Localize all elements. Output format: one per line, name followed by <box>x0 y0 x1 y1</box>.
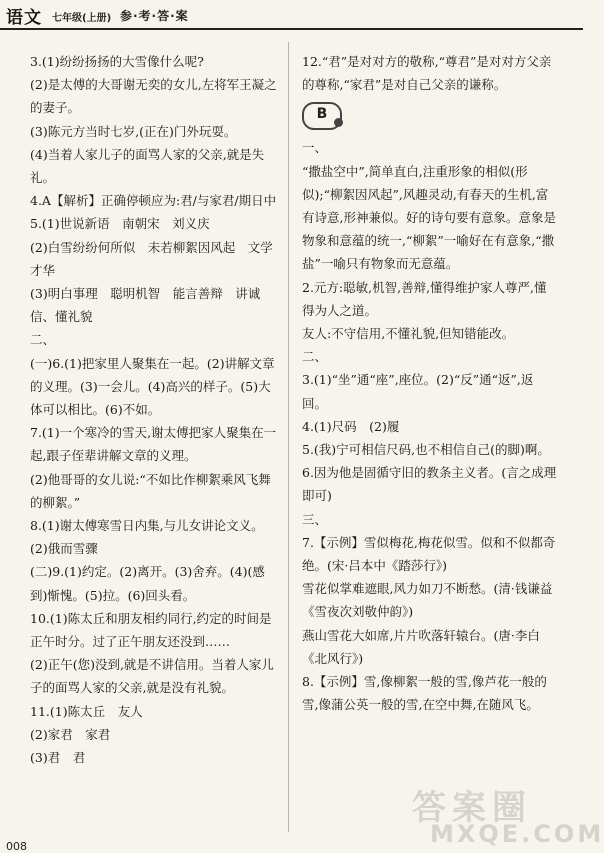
page-header <box>0 0 583 30</box>
page-number: 008 <box>6 840 27 853</box>
answer-line: 雪花似掌难遮眼,风力如刀不断愁。(清·钱谦益《雪夜次刘敬仲韵》) <box>302 581 553 620</box>
answer-line: (2)他哥哥的女儿说:“不如比作柳絮乘风飞舞的柳絮。” <box>30 471 271 510</box>
section-heading: 二、 <box>302 349 328 365</box>
section-heading: 三、 <box>302 511 328 527</box>
answer-line: (2)正午(您)没到,就是不讲信用。当着人家儿子的面骂人家的父亲,就是没有礼貌。 <box>30 657 274 696</box>
section-heading: 二、 <box>30 332 56 348</box>
answer-line: 6.因为他是固循守旧的教条主义者。(言之成理即可) <box>302 465 557 504</box>
answer-line: 3.(1)“坐”通“座”,座位。(2)“反”通“返”,返回。 <box>302 372 534 411</box>
section-heading: 一、 <box>302 140 328 156</box>
right-column <box>302 50 557 716</box>
answer-line: (2)是太傅的大哥谢无奕的女儿,左将军王凝之的妻子。 <box>30 77 277 116</box>
answer-line: 7.(1)一个寒冷的雪天,谢太傅把家人聚集在一起,跟子侄辈讲解文章的义理。 <box>30 425 277 464</box>
subject-logo: 语文 <box>6 8 42 28</box>
badge-dot-icon <box>334 118 343 127</box>
watermark-url: MXQE.COM <box>430 820 604 848</box>
column-divider <box>288 42 289 832</box>
answer-line: 3.(1)纷纷扬扬的大雪像什么呢? <box>30 54 204 69</box>
answer-line: 11.(1)陈太丘 友人 <box>30 703 143 719</box>
answer-line: (2)家君 家君 <box>30 726 111 742</box>
answer-line: 10.(1)陈太丘和朋友相约同行,约定的时间是正午时分。过了正午朋友还没到…… <box>30 610 272 650</box>
answer-line: (3)明白事理 聪明机智 能言善辩 讲诚信、懂礼貌 <box>30 286 261 325</box>
grade-label: 七年级(上册) <box>52 13 112 24</box>
answer-line: 4.A【解析】正确停顿应为:君/与家君/期日中 <box>30 193 277 209</box>
answer-line: (4)当着人家儿子的面骂人家的父亲,就是失礼。 <box>30 146 265 186</box>
answer-line: (二)9.(1)约定。(2)离开。(3)舍弃。(4)(感到)惭愧。(5)拉。(6)回头看。 <box>30 564 265 603</box>
answer-line: 7.【示例】雪似梅花,梅花似雪。似和不似都奇绝。(宋·吕本中《踏莎行》) <box>302 534 556 574</box>
watermark <box>408 780 604 850</box>
answer-line: (一)6.(1)把家里人聚集在一起。(2)讲解文章的义理。(3)一会儿。(4)高兴的样子。(5)大体可以相比。(6)不如。 <box>30 355 275 418</box>
answer-line: 4.(1)尺码 (2)履 <box>302 418 400 434</box>
answer-line: 12.“君”是对对方的敬称,“尊君”是对对方父亲的尊称,“家君”是对自己父亲的谦称。 <box>302 54 552 93</box>
answer-line: (3)君 君 <box>30 750 86 766</box>
answer-line: 5.(我)宁可相信尺码,也不相信自己(的脚)啊。 <box>302 442 550 458</box>
badge-label: B <box>316 106 328 123</box>
answer-line: “撒盐空中”,简单直白,注重形象的相似(形似);“柳絮因风起”,风趣灵动,有春天的生机,富有诗意,形神兼似。好的诗句要有意象。意象是物象和意蕴的统一,“柳絮”一喻好在有意象,“撒盐”一喻只有物象而无意蕴。 <box>302 163 556 272</box>
answer-line: 2.元方:聪敏,机智,善辩,懂得维护家人尊严,懂得为人之道。 <box>302 279 547 318</box>
answer-line: (3)陈元方当时七岁,(正在)门外玩耍。 <box>30 123 237 139</box>
left-column <box>30 50 278 769</box>
answer-line: 友人:不守信用,不懂礼貌,但知错能改。 <box>302 326 515 342</box>
level-b-badge <box>302 102 342 130</box>
section-label: 参·考·答·案 <box>120 9 189 23</box>
answer-line: 8.【示例】雪,像柳絮一般的雪,像芦花一般的雪,像蒲公英一般的雪,在空中舞,在随风飞。 <box>302 674 547 713</box>
watermark-text: 答案圈 <box>412 788 532 828</box>
answer-line: 8.(1)谢太傅寒雪日内集,与儿女讲论文义。(2)俄而雪骤 <box>30 518 264 557</box>
answer-line: (2)白雪纷纷何所似 未若柳絮因风起 文学才华 <box>30 239 273 278</box>
header-rule <box>0 28 583 30</box>
answer-line: 燕山雪花大如席,片片吹落轩辕台。(唐·李白《北风行》) <box>302 627 540 666</box>
answer-line: 5.(1)世说新语 南朝宋 刘义庆 <box>30 216 210 232</box>
